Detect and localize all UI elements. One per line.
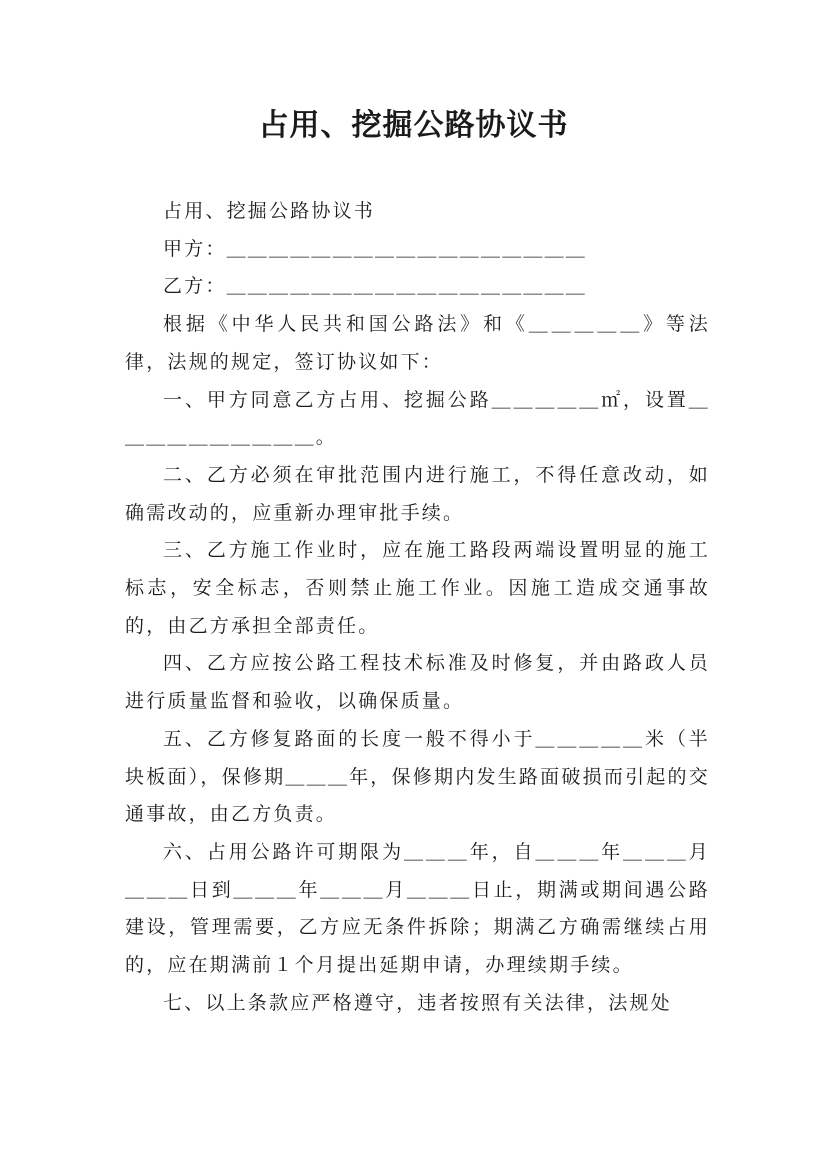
paragraph-clause-7: 七、以上条款应严格遵守，违者按照有关法律，法规处 — [163, 991, 672, 1014]
paragraph-clause-3: 三、乙方施工作业时，应在施工路段两端设置明显的施工标志，安全标志，否则禁止施工作业。因施工造成交通事故的，由乙方承担全部责任。 — [125, 539, 710, 637]
document-body — [125, 193, 710, 1022]
paragraph-party-a: 甲方：＿＿＿＿＿＿＿＿＿＿＿＿＿＿＿＿＿ — [163, 237, 588, 260]
paragraph-clause-6: 六、占用公路许可期限为＿＿＿年，自＿＿＿年＿＿＿月＿＿＿日到＿＿＿年＿＿＿月＿＿＿日止，期满或期间遇公路建设，管理需要，乙方应无条件拆除；期满乙方确需继续占用的，应在期满前１个月提出延期申请，办理续期手续。 — [125, 840, 710, 977]
paragraph-clause-5: 五、乙方修复路面的长度一般不得小于＿＿＿＿＿米（半块板面），保修期＿＿＿年，保修期内发生路面破损而引起的交通事故，由乙方负责。 — [125, 727, 710, 826]
paragraph-basis: 根据《中华人民共和国公路法》和《＿＿＿＿＿》等法律，法规的规定，签订协议如下： — [125, 313, 710, 373]
paragraph-clause-2: 二、乙方必须在审批范围内进行施工，不得任意改动，如确需改动的，应重新办理审批手续。 — [125, 463, 710, 524]
document-title: 占用、挖掘公路协议书 — [258, 108, 569, 143]
paragraph-clause-1: 一、甲方同意乙方占用、挖掘公路＿＿＿＿＿㎡，设置＿＿＿＿＿＿＿＿＿＿。 — [125, 388, 710, 449]
paragraph-party-b: 乙方：＿＿＿＿＿＿＿＿＿＿＿＿＿＿＿＿＿ — [163, 275, 588, 298]
paragraph-clause-4: 四、乙方应按公路工程技术标准及时修复，并由路政人员进行质量监督和验收，以确保质量。 — [125, 652, 710, 713]
paragraph-heading: 占用、挖掘公路协议书 — [163, 200, 376, 222]
